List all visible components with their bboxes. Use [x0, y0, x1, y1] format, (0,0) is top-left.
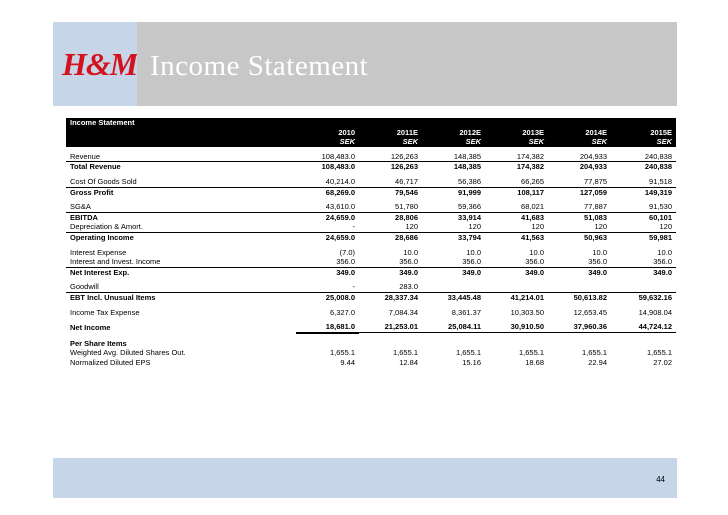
row-value: 356.0: [336, 257, 355, 267]
row-value: 12.84: [399, 357, 418, 367]
table-row: [66, 232, 676, 242]
row-value: 120: [531, 222, 544, 232]
table-row: [66, 177, 676, 187]
slide-title: Income Statement: [150, 50, 369, 82]
row-value: 50,963: [548, 232, 611, 242]
table-row: [66, 212, 676, 222]
row-value: 51,083: [548, 212, 611, 222]
row-value: 68,021: [521, 202, 544, 212]
row-value: 10.0: [592, 247, 607, 257]
row-value: 120: [659, 222, 672, 232]
table-row: [66, 339, 676, 349]
row-value: 79,546: [359, 187, 422, 197]
row-value: 91,530: [649, 202, 672, 212]
row-label: Net Income: [70, 322, 111, 332]
currency-header: SEK: [296, 137, 359, 147]
row-value: 204,933: [579, 151, 607, 161]
row-value: 25,008.0: [296, 292, 359, 302]
year-header: 2014E: [548, 128, 611, 138]
row-value: 149,319: [611, 187, 676, 197]
table-row: [66, 358, 676, 368]
row-value: 174,382: [516, 151, 544, 161]
row-value: 349.0: [359, 267, 422, 277]
row-value: 28,686: [359, 232, 422, 242]
row-value: 356.0: [653, 257, 672, 267]
row-value: 1,655.1: [329, 348, 355, 358]
row-value: -: [352, 282, 355, 292]
row-value: 174,382: [485, 162, 548, 172]
row-value: 37,960.36: [548, 322, 611, 333]
row-value: 68,269.0: [296, 187, 359, 197]
row-label: EBT Incl. Unusual Items: [66, 292, 296, 302]
row-value: 41,683: [485, 212, 548, 222]
row-value: 14,908.04: [638, 307, 672, 317]
row-value: 1,655.1: [646, 348, 672, 358]
row-value: 18.68: [525, 357, 544, 367]
row-value: 91,518: [649, 176, 672, 186]
row-value: 108,117: [485, 187, 548, 197]
table-row: [66, 162, 676, 172]
table-row: [66, 187, 676, 197]
row-value: 10,303.50: [510, 307, 544, 317]
income-statement-table: [66, 118, 676, 367]
row-label: Income Tax Expense: [70, 307, 140, 317]
row-value: 25,084.11: [422, 322, 485, 333]
row-value: 91,999: [422, 187, 485, 197]
row-value: (7.0): [339, 247, 355, 257]
row-value: [422, 339, 485, 349]
row-value: 127,059: [548, 187, 611, 197]
currency-header: SEK: [485, 137, 548, 147]
row-value: 28,337.34: [359, 292, 422, 302]
table-row: [66, 292, 676, 302]
row-value: 1,655.1: [581, 348, 607, 358]
row-label: Revenue: [70, 151, 101, 161]
row-value: 27.02: [653, 357, 672, 367]
row-value: 41,214.01: [485, 292, 548, 302]
currency-header-row: [66, 137, 676, 147]
row-value: 18,681.0: [296, 322, 359, 333]
row-value: [485, 339, 548, 349]
table-row: [66, 322, 676, 333]
row-value: 10.0: [657, 247, 672, 257]
row-value: 356.0: [399, 257, 418, 267]
row-value: 120: [405, 222, 418, 232]
row-value: [296, 339, 359, 349]
row-value: 349.0: [485, 267, 548, 277]
row-value: 283.0: [399, 282, 418, 292]
row-value: 59,632.16: [611, 292, 676, 302]
row-value: [548, 339, 611, 349]
row-value: 356.0: [462, 257, 481, 267]
row-value: 77,875: [584, 176, 607, 186]
year-header: 2011E: [359, 128, 422, 138]
row-value: 50,613.82: [548, 292, 611, 302]
row-value: 30,910.50: [485, 322, 548, 333]
row-value: 6,327.0: [329, 307, 355, 317]
row-value: 33,914: [422, 212, 485, 222]
row-value: 43,610.0: [325, 202, 355, 212]
footer-band: [53, 458, 677, 498]
row-value: 59,981: [611, 232, 676, 242]
year-header: 2012E: [422, 128, 485, 138]
row-value: [611, 339, 676, 349]
row-value: 7,084.34: [388, 307, 418, 317]
row-value: 1,655.1: [455, 348, 481, 358]
row-value: 349.0: [422, 267, 485, 277]
table-title: Income Statement: [66, 118, 296, 128]
table-row: [66, 257, 676, 267]
row-value: 77,887: [584, 202, 607, 212]
row-value: 148,385: [453, 151, 481, 161]
currency-header: SEK: [611, 137, 676, 147]
row-label: SG&A: [70, 202, 91, 212]
row-value: 148,385: [422, 162, 485, 172]
row-value: 24,659.0: [296, 212, 359, 222]
row-label: Interest and Invest. Income: [70, 257, 161, 267]
row-label: Goodwill: [70, 282, 99, 292]
row-value: 1,655.1: [392, 348, 418, 358]
row-label: Net Interest Exp.: [66, 267, 296, 277]
row-label: EBITDA: [66, 212, 296, 222]
table-row: [66, 248, 676, 258]
row-value: 1,655.1: [518, 348, 544, 358]
row-value: 240,838: [644, 151, 672, 161]
row-value: 10.0: [466, 247, 481, 257]
row-label: Gross Profit: [66, 187, 296, 197]
row-value: 24,659.0: [296, 232, 359, 242]
hm-logo: H&M: [62, 46, 138, 82]
year-header-row: [66, 128, 676, 138]
row-value: 33,794: [422, 232, 485, 242]
row-label: Depreciation & Amort.: [70, 222, 143, 232]
table-row: [66, 282, 676, 292]
row-value: 46,717: [395, 176, 418, 186]
year-header: 2015E: [611, 128, 676, 138]
row-value: 44,724.12: [611, 322, 676, 333]
row-value: 9.44: [340, 357, 355, 367]
row-value: 349.0: [611, 267, 676, 277]
row-value: 108,483.0: [321, 151, 355, 161]
row-value: 356.0: [588, 257, 607, 267]
year-header: 2010: [296, 128, 359, 138]
row-value: 33,445.48: [422, 292, 485, 302]
currency-header: SEK: [422, 137, 485, 147]
row-value: 12,653.45: [573, 307, 607, 317]
row-value: 22.94: [588, 357, 607, 367]
row-value: 28,806: [359, 212, 422, 222]
row-value: 120: [594, 222, 607, 232]
row-value: 60,101: [611, 212, 676, 222]
row-value: [548, 282, 611, 292]
table-title-row: [66, 118, 676, 128]
row-label: Per Share Items: [70, 338, 127, 348]
row-label: Total Revenue: [66, 162, 296, 172]
row-value: 40,214.0: [325, 176, 355, 186]
row-value: 10.0: [529, 247, 544, 257]
row-value: 51,780: [395, 202, 418, 212]
row-value: 204,933: [548, 162, 611, 172]
row-value: 10.0: [403, 247, 418, 257]
row-value: 349.0: [548, 267, 611, 277]
row-value: 15.16: [462, 357, 481, 367]
row-value: 349.0: [296, 267, 359, 277]
row-value: 356.0: [525, 257, 544, 267]
row-value: [359, 339, 422, 349]
row-label: Normalized Diluted EPS: [70, 357, 151, 367]
row-value: 240,838: [611, 162, 676, 172]
table-row: [66, 222, 676, 232]
row-value: 59,366: [458, 202, 481, 212]
row-value: [611, 282, 676, 292]
row-value: 21,253.01: [359, 322, 422, 333]
table-row: [66, 348, 676, 358]
table-row: [66, 202, 676, 212]
row-value: 8,361.37: [451, 307, 481, 317]
year-header: 2013E: [485, 128, 548, 138]
row-value: 120: [468, 222, 481, 232]
currency-header: SEK: [359, 137, 422, 147]
row-value: 56,386: [458, 176, 481, 186]
row-value: 126,263: [359, 162, 422, 172]
currency-header: SEK: [548, 137, 611, 147]
row-label: Weighted Avg. Diluted Shares Out.: [70, 348, 186, 358]
table-row: [66, 308, 676, 318]
row-label: Interest Expense: [70, 247, 127, 257]
row-value: 41,563: [485, 232, 548, 242]
page-number: 44: [656, 475, 665, 484]
row-value: 126,263: [390, 151, 418, 161]
row-value: [422, 282, 485, 292]
row-value: 108,483.0: [296, 162, 359, 172]
row-value: [485, 282, 548, 292]
row-label: Operating Income: [66, 232, 296, 242]
row-value: -: [352, 222, 355, 232]
row-label: Cost Of Goods Sold: [70, 176, 137, 186]
row-value: 66,265: [521, 176, 544, 186]
table-row: [66, 152, 676, 162]
table-row: [66, 267, 676, 277]
